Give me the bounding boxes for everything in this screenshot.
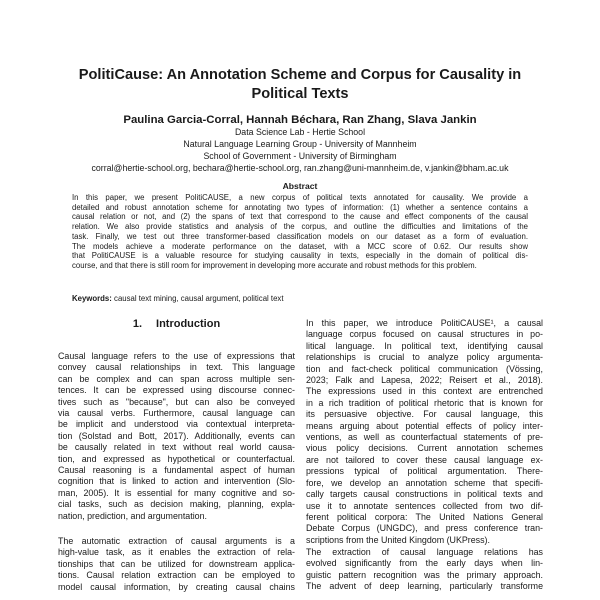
text-line: The automatic extraction of causal arguments is a	[58, 536, 295, 546]
text-line: high-value task, as it enables the extraction of rela-	[58, 547, 295, 558]
text-line: pressions typical of political argumentation. There-	[306, 466, 543, 477]
affiliation-line: Data Science Lab - Hertie School	[234, 127, 366, 137]
text-line: ventions, as well as counterfactual statements of pre-	[306, 432, 543, 443]
text-line: In this paper, we introduce PolitiCAUSE¹, a causal	[306, 318, 543, 328]
text-line: tion, and expressed as hypothetical or counterfactual.	[58, 453, 295, 464]
text-line: The expressions used in this context are entrenched	[306, 386, 543, 397]
text-line: man, 2005). It is essential for many cognitive and so-	[58, 487, 295, 498]
text-line: guistic pattern recognition was the primary approach.	[306, 569, 543, 580]
abstract-line: course, and that there is still room for improvement in developing more accurate and robust methods for this problem.	[72, 260, 477, 270]
text-line: The advent of deep learning, particularly transforme	[306, 581, 543, 592]
text-line: tions. Causal relation extraction can be employed to	[58, 570, 295, 581]
intro-paragraph-4	[306, 547, 543, 593]
text-line: cognition that is linked to action and intervention (Slo-	[58, 476, 295, 487]
title-line: PolitiCause: An Annotation Scheme and Corpus for Causality in	[78, 67, 522, 83]
text-line: scriptions from the United Kingdom (UKPress).	[306, 534, 490, 545]
text-line: 2023; Falk and Lapesa, 2022; Reisert et al., 2018).	[306, 375, 543, 386]
text-line: nation, prediction, and argumentation.	[58, 510, 208, 521]
text-line: be implicit and understood via contextual interpreta-	[58, 419, 295, 430]
intro-paragraph-2	[58, 536, 295, 593]
abstract-line: relation. We also provide statistics and analysis of the corpus, and outline the difficulties and limitations of the	[72, 222, 528, 232]
affiliation-line: School of Government - University of Birmingham	[203, 151, 397, 161]
text-line: Debate Corpus (UNGDC), and press conference tran-	[306, 523, 543, 534]
intro-paragraph-3	[306, 318, 543, 546]
text-line: tives such as "because", but can also be conveyed	[58, 396, 295, 407]
text-line: The extraction of causal language relations has	[306, 547, 543, 557]
abstract-line: that PolitiCAUSE is a valuable resource for studying causality in texts, especially in the domain of political dis-	[72, 251, 528, 261]
abstract-line: task. Finally, we test out three transformer-based classification models on our dataset as a form of evaluation.	[72, 231, 528, 241]
text-line: in a rich tradition of political rhetoric that is known for	[306, 397, 543, 408]
text-line: Causal language refers to the use of expressions that	[58, 351, 295, 361]
text-line: tionships that can be utilized for downstream applica-	[58, 558, 295, 569]
text-line: cally targets causal constructions in political texts and	[306, 489, 543, 500]
abstract-heading: Abstract	[282, 181, 318, 191]
text-line: model causal information, by creating causal chains	[58, 581, 295, 592]
text-line: relationships is crucial to analyze policy argumenta-	[306, 352, 543, 363]
author-emails: corral@hertie-school.org, bechara@hertie-school.org, ran.zhang@uni-mannheim.de, v.jankin@bham.ac.uk	[91, 163, 509, 173]
affiliation-line: Natural Language Learning Group - University of Mannheim	[183, 139, 417, 149]
abstract-body	[72, 193, 528, 271]
text-line: use it to annotate sentences collected from two dif-	[306, 500, 543, 511]
abstract-line: causal relation or not, and (2) the spans of text that correspond to the cause and effect components of the causal	[72, 212, 528, 222]
text-line: convey causal relationships in text. This language	[58, 362, 295, 373]
text-line: tion and fact-check political communication (Vössing,	[306, 363, 543, 374]
text-line: cial tasks, such as decision making, planning, expla-	[58, 499, 295, 510]
title-line: Political Texts	[251, 86, 349, 102]
text-line: language corpus focused on causal structures in po-	[306, 329, 543, 340]
paper-title	[60, 66, 540, 104]
text-line: via causal verbs. Furthermore, causal language can	[58, 408, 295, 419]
keywords-text: causal text mining, causal argument, political text	[111, 294, 284, 303]
text-line: can be complex and can span across multiple sen-	[58, 373, 295, 384]
section-number: 1.	[132, 318, 143, 330]
author-list: Paulina Garcia-Corral, Hannah Béchara, Ran Zhang, Slava Jankin	[123, 114, 477, 126]
text-line: its persuasive objective. For causal language, this	[306, 409, 543, 420]
abstract-line: detailed and robust annotation scheme for annotating two types of information: (1) whether a sentence contains a	[72, 202, 528, 212]
text-line: fore, we develop an annotation scheme that specifi-	[306, 477, 543, 488]
text-line: tion (Solstad and Bott, 2017). Additionally, events can	[58, 430, 295, 441]
text-line: are not tailored to cover these causal language ex-	[306, 454, 543, 465]
text-line: evolved significantly from the early days when lin-	[306, 558, 543, 569]
intro-paragraph-1	[58, 351, 295, 522]
text-line: means arguing about potential effects of policy inter-	[306, 420, 543, 431]
abstract-line: In this paper, we present PolitiCAUSE, a new corpus of political texts annotated for causality. We provide a	[72, 193, 528, 202]
abstract-line: The models achieve a moderate performance on the dataset, with a MCC score of 0.62. Our results show	[72, 241, 528, 251]
text-line: be causally related in text without real world causa-	[58, 442, 295, 453]
text-line: litical language. In political text, identifying causal	[306, 340, 543, 351]
keywords	[72, 294, 528, 304]
section-title: Introduction	[156, 318, 221, 330]
text-line: tences. It can be expressed using discourse connec-	[58, 385, 295, 396]
text-line: Causal reasoning is a fundamental aspect of human	[58, 465, 295, 476]
section-heading-introduction	[58, 318, 295, 331]
keywords-label: Keywords:	[72, 294, 112, 303]
text-line: ferent political corpora: The United Nations General	[306, 511, 543, 522]
text-line: vious policy decisions. Current annotation schemes	[306, 443, 543, 454]
